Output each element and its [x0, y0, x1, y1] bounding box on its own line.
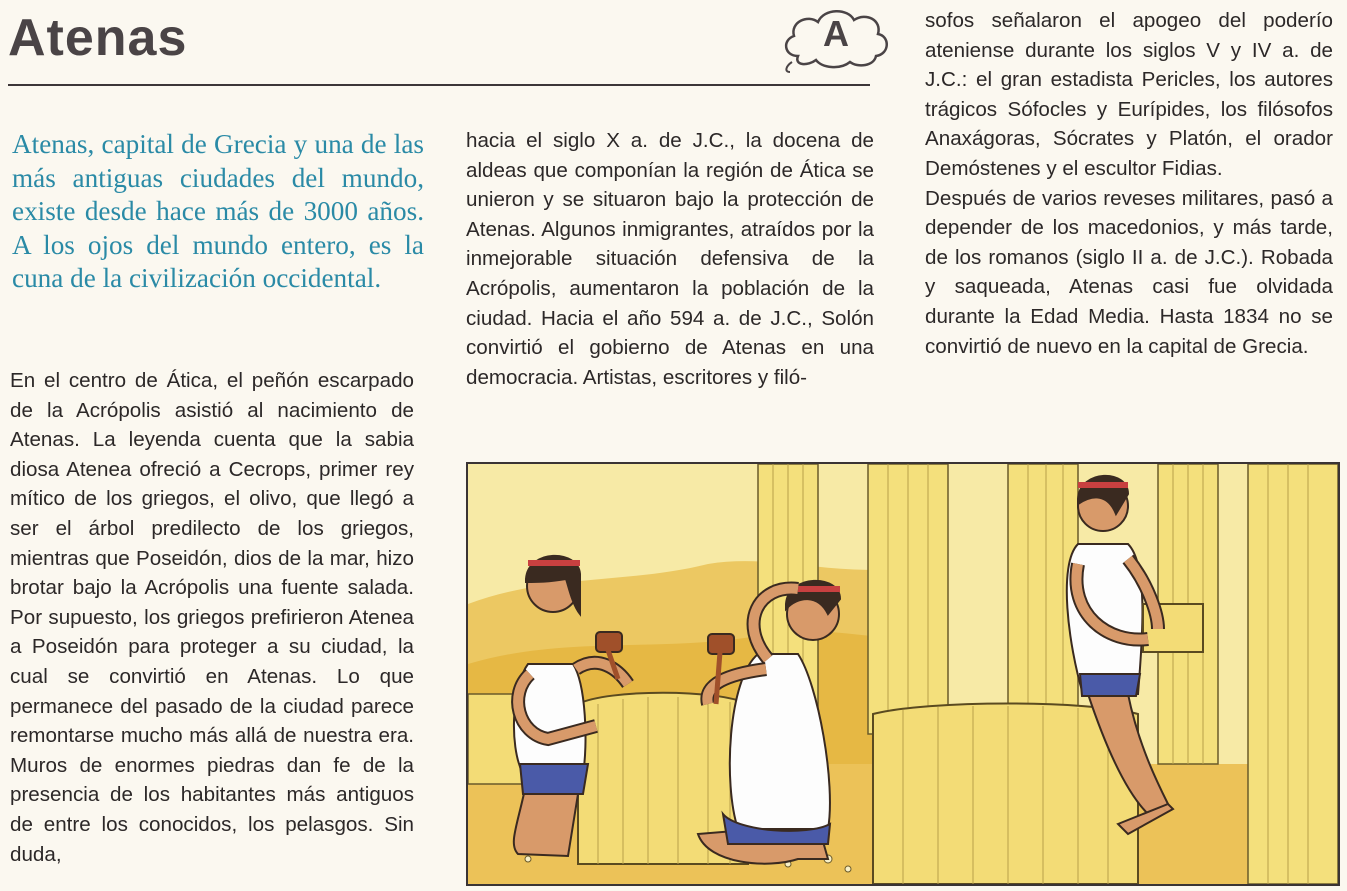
page-title: Atenas — [8, 9, 188, 67]
column-3 — [925, 6, 1333, 361]
intro-paragraph: Atenas, capital de Grecia y una de las más antiguas ciudades del mundo, existe desde hace más de 3000 años. A los ojos del mundo entero, es la cuna de la civilización occidental. — [12, 129, 424, 294]
column-1-text: En el centro de Ática, el peñón escarpado de la Acrópolis asistió al nacimiento de Atenas. La leyenda cuenta que la sabia diosa Atenea ofreció a Cecrops, primer rey mítico de los griegos, el olivo, que llegó a ser el árbol predilecto de los griegos, mientras que Poseidón, dios de la mar, hizo brotar bajo la Acrópolis una fuente salada. Por supuesto, los griegos prefirieron Atenea a Poseidón para proteger a su ciudad, la cual se convirtió en Atenas. Lo que permanece del pasado de la ciudad parece remontarse mucho más allá de nuestra era. Muros de enormes piedras dan fe de la presencia de los habitantes más antiguos de entre los conocidos, los pelasgos. Sin duda, — [10, 369, 414, 866]
column-3-paragraph-1: sofos señalaron el apogeo del poderío ateniense durante los siglos V y IV a. de J.C.: el gran estadista Pericles, los autores trágicos Sófocles y Eurípides, los filósofos Anaxágoras, Sócrates y Platón, el orador Demóstenes y el escultor Fidias. — [925, 9, 1333, 180]
column-2 — [466, 126, 874, 392]
column-2-text: hacia el siglo X a. de J.C., la docena de aldeas que componían la región de Ática se unieron y se situaron bajo la protección de Atenas. Algunos inmigrantes, atraídos por la inmejorable situación defensiva de la Acrópolis, aumentaron la población de la ciudad. Hacia el año 594 a. de J.C., Solón convirtió el gobierno de Atenas en una democracia. Artistas, escritores y filó- — [466, 129, 874, 389]
column-1 — [10, 366, 414, 869]
badge-letter: A — [823, 13, 849, 54]
column-3-paragraph-2: Después de varios reveses militares, pasó a depender de los macedonios, y más tarde, de los romanos (siglo II a. de J.C.). Robada y saqueada, Atenas casi fue olvidada durante la Edad Media. Hasta 1834 no se convirtió de nuevo en la capital de Grecia. — [925, 186, 1333, 358]
title-rule — [8, 84, 870, 86]
section-letter-badge — [778, 4, 894, 74]
illustration-stonemasons — [466, 462, 1340, 886]
